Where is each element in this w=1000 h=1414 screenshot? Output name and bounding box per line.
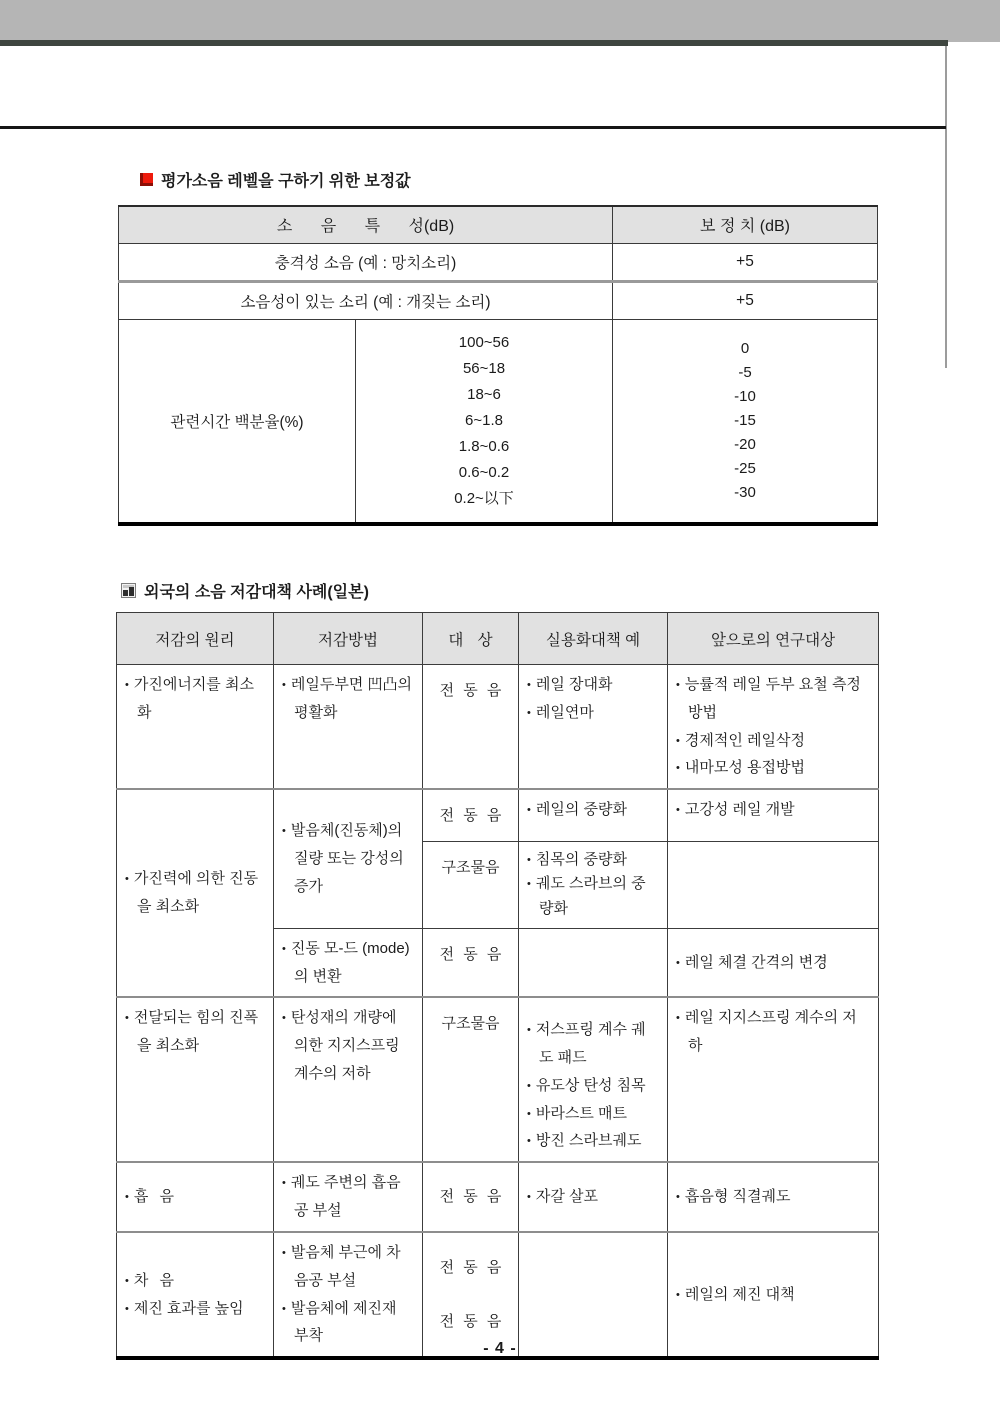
range-item: 1.8~0.6 <box>458 437 510 455</box>
table-row <box>117 665 879 790</box>
correction-table <box>118 205 878 526</box>
cell-noise-type: 충격성 소음 (예 : 망치소리) <box>119 243 613 281</box>
cell-principle <box>117 665 274 790</box>
col-header-research: 앞으로의 연구대상 <box>668 613 879 665</box>
cell-percent-corrections <box>613 319 878 524</box>
cell-research <box>668 789 879 841</box>
section2-heading <box>121 579 369 602</box>
section1-title: 평가소음 레벨을 구하기 위한 보정값 <box>161 173 411 190</box>
bullet-item: • 자갈 살포 <box>527 1183 659 1211</box>
bullet-item: • 침목의 중량화 <box>527 848 659 873</box>
cell-principle <box>117 789 274 997</box>
bullet-item: • 발음체에 제진재 부착 <box>282 1295 414 1351</box>
cell-correction-value: +5 <box>613 243 878 281</box>
table-row <box>117 789 879 841</box>
cell-practical <box>519 665 668 790</box>
header-rule <box>0 126 946 129</box>
page-edge-line <box>945 46 947 368</box>
bullet-item: • 레일 지지스프링 계수의 저하 <box>676 1004 870 1060</box>
cell-research <box>668 928 879 997</box>
bullet-item: • 레일의 중량화 <box>527 796 659 824</box>
bullet-item: • 유도상 탄성 침목 <box>527 1072 659 1100</box>
correction-item: -30 <box>734 483 756 501</box>
range-item: 18~6 <box>467 385 501 403</box>
cell-target: 구조물음 <box>423 841 519 928</box>
bullet-item: • 방진 스라브궤도 <box>527 1127 659 1155</box>
correction-item: -10 <box>734 387 756 405</box>
measures-table-header-row <box>117 613 879 665</box>
cell-research <box>668 997 879 1162</box>
cell-target: 전 동 음 <box>423 928 519 997</box>
scan-top-bar <box>0 40 948 46</box>
bullet-item: • 발음체(진동체)의 질량 또는 강성의 증가 <box>282 817 414 900</box>
bullet-item: • 발음체 부근에 차음공 부설 <box>282 1239 414 1295</box>
bullet-item: • 고강성 레일 개발 <box>676 796 870 824</box>
cell-method <box>274 1162 423 1232</box>
cell-empty <box>519 928 668 997</box>
bullet-item: • 레일의 제진 대책 <box>676 1281 870 1309</box>
bullet-item: • 전달되는 힘의 진폭을 최소화 <box>125 1004 265 1060</box>
cell-target: 구조물음 <box>423 997 519 1162</box>
table-row <box>117 1162 879 1232</box>
bullet-item: • 레일 체결 간격의 변경 <box>676 949 870 977</box>
cell-method <box>274 789 423 928</box>
bullet-item: • 가진에너지를 최소화 <box>125 671 265 727</box>
correction-item: -5 <box>738 363 752 381</box>
correction-table-header-row <box>119 206 878 243</box>
cell-percent-label: 관련시간 백분율(%) <box>119 319 356 524</box>
col-header-practical: 실용화대책 예 <box>519 613 668 665</box>
cell-practical <box>519 841 668 928</box>
bullet-item: • 경제적인 레일삭정 <box>676 727 870 755</box>
correction-item: 0 <box>740 339 750 357</box>
bullet-item: • 제진 효과를 높임 <box>125 1295 265 1323</box>
col-header-principle: 저감의 원리 <box>117 613 274 665</box>
range-item: 0.6~0.2 <box>458 463 510 481</box>
table-row <box>119 281 878 319</box>
col-header-method: 저감방법 <box>274 613 423 665</box>
table-row <box>119 319 878 524</box>
bullet-item: • 내마모성 용접방법 <box>676 754 870 782</box>
cell-research <box>668 1162 879 1232</box>
range-item: 0.2~以下 <box>454 489 514 507</box>
correction-item: -20 <box>734 435 756 453</box>
bullet-item: • 진동 모-드 (mode)의 변환 <box>282 935 414 991</box>
cell-method <box>274 665 423 790</box>
range-item: 6~1.8 <box>465 411 503 429</box>
cell-principle <box>117 1162 274 1232</box>
cell-target: 전 동 음 <box>423 665 519 790</box>
bullet-item: • 궤도 주변의 흡음공 부설 <box>282 1169 414 1225</box>
scan-top-band <box>0 0 1000 42</box>
target-item: 전 동 음 <box>439 1258 502 1276</box>
cell-principle <box>117 997 274 1162</box>
cell-practical <box>519 997 668 1162</box>
bullet-item: • 레일연마 <box>527 699 659 727</box>
cell-empty <box>668 841 879 928</box>
bullet-item: • 차 음 <box>125 1267 265 1295</box>
cell-method <box>274 997 423 1162</box>
correction-item: -25 <box>734 459 756 477</box>
section1-heading <box>140 168 411 191</box>
bullet-item: • 흡 음 <box>125 1183 265 1211</box>
cell-percent-ranges <box>356 319 613 524</box>
cell-target: 전 동 음 <box>423 789 519 841</box>
bullet-item: • 바라스트 매트 <box>527 1100 659 1128</box>
cell-target: 전 동 음 <box>423 1162 519 1232</box>
section2-title: 외국의 소음 저감대책 사례(일본) <box>144 584 369 601</box>
bullet-item: • 탄성재의 개량에 의한 지지스프링 계수의 저하 <box>282 1004 414 1087</box>
correction-item: -15 <box>734 411 756 429</box>
table-row <box>119 243 878 281</box>
red-square-icon <box>140 173 153 186</box>
table-row <box>117 997 879 1162</box>
cell-method <box>274 928 423 997</box>
bullet-item: • 레일 장대화 <box>527 671 659 699</box>
col-header-correction: 보 정 치 (dB) <box>613 206 878 243</box>
col-header-target: 대 상 <box>423 613 519 665</box>
bullet-item: • 흡음형 직결궤도 <box>676 1183 870 1211</box>
page-number: - 4 - <box>483 1340 517 1357</box>
bullet-item: • 능률적 레일 두부 요철 측정방법 <box>676 671 870 727</box>
cell-noise-type: 소음성이 있는 소리 (예 : 개짖는 소리) <box>119 281 613 319</box>
range-item: 56~18 <box>462 359 506 377</box>
range-item: 100~56 <box>458 333 510 351</box>
measures-table <box>116 612 879 1360</box>
bullet-item: • 가진력에 의한 진동을 최소화 <box>125 865 265 921</box>
cell-practical <box>519 789 668 841</box>
cell-correction-value: +5 <box>613 281 878 319</box>
bullet-item: • 저스프링 계수 궤도 패드 <box>527 1016 659 1072</box>
bullet-item: • 궤도 스라브의 중량화 <box>527 872 659 922</box>
target-item: 전 동 음 <box>439 1312 502 1330</box>
cell-practical <box>519 1162 668 1232</box>
table-icon <box>121 583 136 598</box>
cell-research <box>668 665 879 790</box>
bullet-item: • 레일두부면 凹凸의 평활화 <box>282 671 414 727</box>
col-header-noise-characteristic: 소 음 특 성(dB) <box>119 206 613 243</box>
